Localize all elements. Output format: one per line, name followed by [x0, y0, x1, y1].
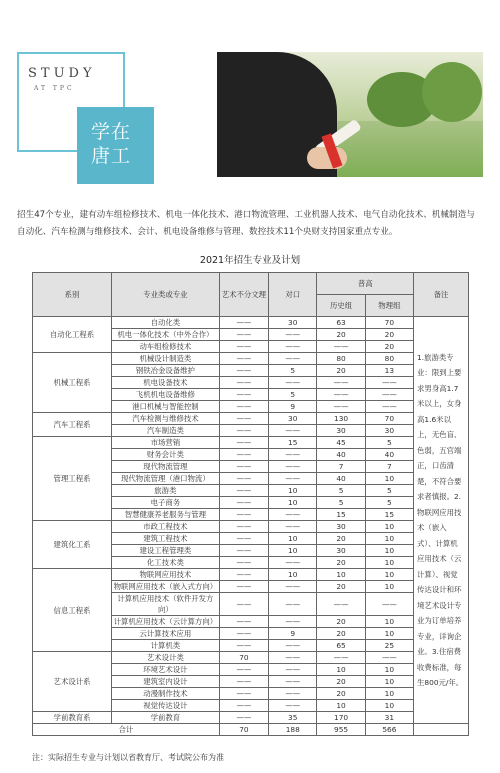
major-cell: 云计算技术应用 — [112, 628, 220, 640]
header-physics: 物理组 — [365, 295, 413, 317]
phys-cell: 25 — [365, 640, 413, 652]
arts-cell: —— — [219, 341, 268, 353]
header-general: 普高 — [317, 273, 414, 295]
major-cell: 环境艺术设计 — [112, 664, 220, 676]
total-label: 合计 — [33, 724, 220, 736]
hist-cell: 45 — [317, 437, 365, 449]
hist-cell: 130 — [317, 413, 365, 425]
dk-cell: —— — [269, 664, 317, 676]
major-cell: 旅游类 — [112, 485, 220, 497]
arts-cell: —— — [219, 449, 268, 461]
dk-cell: —— — [269, 353, 317, 365]
arts-cell: —— — [219, 413, 268, 425]
hist-cell: 5 — [317, 485, 365, 497]
hist-cell: 20 — [317, 628, 365, 640]
table-row — [33, 353, 469, 365]
dept-cell: 建筑化工系 — [33, 521, 112, 569]
dk-cell: —— — [269, 329, 317, 341]
arts-cell: —— — [219, 365, 268, 377]
major-cell: 机电一体化技术（中外合作） — [112, 329, 220, 341]
dk-cell: 10 — [269, 497, 317, 509]
dk-cell: 9 — [269, 628, 317, 640]
dk-cell: 10 — [269, 545, 317, 557]
major-cell: 计算机应用技术（云计算方向） — [112, 616, 220, 628]
dept-cell: 机械工程系 — [33, 353, 112, 413]
arts-cell: 70 — [219, 652, 268, 664]
arts-cell: —— — [219, 353, 268, 365]
dept-cell: 汽车工程系 — [33, 413, 112, 437]
arts-cell: —— — [219, 401, 268, 413]
hist-cell: —— — [317, 652, 365, 664]
major-cell: 汽车检测与维修技术 — [112, 413, 220, 425]
dk-cell: —— — [269, 593, 317, 616]
major-cell: 学前教育 — [112, 712, 220, 724]
major-cell: 艺术设计类 — [112, 652, 220, 664]
phys-cell: 80 — [365, 353, 413, 365]
dk-cell: 5 — [269, 365, 317, 377]
hist-cell: 20 — [317, 329, 365, 341]
arts-cell: —— — [219, 521, 268, 533]
dk-cell: —— — [269, 425, 317, 437]
arts-cell: —— — [219, 712, 268, 724]
hist-cell: 30 — [317, 521, 365, 533]
dept-cell: 管理工程系 — [33, 437, 112, 521]
dk-cell: —— — [269, 509, 317, 521]
major-cell: 汽车制造类 — [112, 425, 220, 437]
hist-cell: —— — [317, 593, 365, 616]
major-cell: 化工技术类 — [112, 557, 220, 569]
phys-cell: 10 — [365, 521, 413, 533]
table-row — [33, 569, 469, 581]
major-cell: 动漫制作技术 — [112, 688, 220, 700]
phys-cell: 5 — [365, 437, 413, 449]
dk-cell: 9 — [269, 401, 317, 413]
table-row — [33, 413, 469, 425]
hist-cell: 40 — [317, 449, 365, 461]
hist-cell: —— — [317, 389, 365, 401]
phys-cell: 70 — [365, 317, 413, 329]
arts-cell: —— — [219, 389, 268, 401]
at-tpc-subheading: AT TPC — [34, 85, 75, 92]
arts-cell: —— — [219, 676, 268, 688]
header-notes: 备注 — [414, 273, 469, 317]
arts-cell: —— — [219, 317, 268, 329]
hist-cell: 20 — [317, 365, 365, 377]
arts-cell: —— — [219, 616, 268, 628]
major-cell: 计算机应用技术（软件开发方向） — [112, 593, 220, 616]
major-cell: 现代物流管理（港口物流） — [112, 473, 220, 485]
phys-cell: 15 — [365, 509, 413, 521]
header-major: 专业类或专业 — [112, 273, 220, 317]
arts-cell: —— — [219, 688, 268, 700]
arts-cell: —— — [219, 473, 268, 485]
major-cell: 现代物流管理 — [112, 461, 220, 473]
dk-cell: 10 — [269, 485, 317, 497]
dk-cell: —— — [269, 341, 317, 353]
badge-line-2: 唐工 — [91, 145, 132, 167]
dk-cell: 15 — [269, 437, 317, 449]
dk-cell: 10 — [269, 533, 317, 545]
phys-cell: 10 — [365, 616, 413, 628]
arts-cell: —— — [219, 664, 268, 676]
major-cell: 机电设备技术 — [112, 377, 220, 389]
arts-cell: —— — [219, 628, 268, 640]
total-dk-cell: 188 — [269, 724, 317, 736]
hist-cell: 63 — [317, 317, 365, 329]
dept-cell: 学前教育系 — [33, 712, 112, 724]
dept-cell: 信息工程系 — [33, 569, 112, 652]
hist-cell: 20 — [317, 688, 365, 700]
footnote: 注：实际招生专业与计划以省教育厅、考试院公布为准 — [32, 753, 224, 762]
arts-cell: —— — [219, 461, 268, 473]
dk-cell: —— — [269, 640, 317, 652]
phys-cell: 10 — [365, 688, 413, 700]
notes-cell: 1.旅游类专业：限到上要求男身高1.7米以上，女身高1.6米以上，无色盲、色弱，五官端正，口齿清楚，不符合要求者慎报。2.物联网应用技术（嵌入式）、计算机应用技术（云计算）、视觉传达设计和环境艺术设计专业为订单培养专业，详询企业。3.住宿费收费标准，每生800元/年。 — [414, 317, 469, 724]
phys-cell: —— — [365, 377, 413, 389]
hist-cell: 20 — [317, 533, 365, 545]
enrollment-table — [32, 272, 469, 736]
major-cell: 动车组检修技术 — [112, 341, 220, 353]
major-cell: 财务会计类 — [112, 449, 220, 461]
phys-cell: 5 — [365, 497, 413, 509]
dk-cell: 35 — [269, 712, 317, 724]
dk-cell: 5 — [269, 389, 317, 401]
hist-cell: 20 — [317, 616, 365, 628]
intro-paragraph: 招生47个专业，建有动车组检修技术、机电一体化技术、港口物流管理、工业机器人技术、电气自动化技术、机械制造与自动化、汽车检测与维修技术、会计、机电设备维修与管理、数控技术11个央财支持国家重点专业。 — [17, 210, 475, 237]
arts-cell: —— — [219, 437, 268, 449]
dk-cell: —— — [269, 676, 317, 688]
phys-cell: 10 — [365, 473, 413, 485]
hist-cell: 10 — [317, 664, 365, 676]
hist-cell: 170 — [317, 712, 365, 724]
dk-cell: —— — [269, 377, 317, 389]
phys-cell: 31 — [365, 712, 413, 724]
major-cell: 自动化类 — [112, 317, 220, 329]
major-cell: 建筑室内设计 — [112, 676, 220, 688]
dk-cell: —— — [269, 581, 317, 593]
dept-cell: 自动化工程系 — [33, 317, 112, 353]
arts-cell: —— — [219, 497, 268, 509]
dk-cell: 10 — [269, 569, 317, 581]
phys-cell: —— — [365, 389, 413, 401]
header-dept: 系别 — [33, 273, 112, 317]
dk-cell: —— — [269, 461, 317, 473]
dk-cell: —— — [269, 616, 317, 628]
phys-cell: 10 — [365, 545, 413, 557]
dk-cell: —— — [269, 473, 317, 485]
major-cell: 电子商务 — [112, 497, 220, 509]
table-body — [33, 317, 469, 736]
dept-cell: 艺术设计系 — [33, 652, 112, 712]
table-row — [33, 317, 469, 329]
hist-cell: 20 — [317, 557, 365, 569]
major-cell: 机械设计制造类 — [112, 353, 220, 365]
table-title: 2021年招生专业及计划 — [199, 255, 301, 266]
hist-cell: 30 — [317, 425, 365, 437]
major-cell: 物联网应用技术 — [112, 569, 220, 581]
graduation-photo — [217, 52, 483, 177]
hist-cell: —— — [317, 377, 365, 389]
major-cell: 飞机机电设备维修 — [112, 389, 220, 401]
hist-cell: 15 — [317, 509, 365, 521]
table-row — [33, 521, 469, 533]
total-row — [33, 724, 469, 736]
phys-cell: 30 — [365, 425, 413, 437]
arts-cell: —— — [219, 581, 268, 593]
arts-cell: —— — [219, 557, 268, 569]
dk-cell: —— — [269, 700, 317, 712]
phys-cell: 40 — [365, 449, 413, 461]
hist-cell: 40 — [317, 473, 365, 485]
arts-cell: —— — [219, 569, 268, 581]
hist-cell: 7 — [317, 461, 365, 473]
phys-cell: 10 — [365, 676, 413, 688]
major-cell: 港口机械与智能控制 — [112, 401, 220, 413]
phys-cell: 7 — [365, 461, 413, 473]
total-arts-cell: 70 — [219, 724, 268, 736]
phys-cell: 10 — [365, 569, 413, 581]
table-row — [33, 712, 469, 724]
arts-cell: —— — [219, 329, 268, 341]
phys-cell: 10 — [365, 581, 413, 593]
dk-cell: —— — [269, 652, 317, 664]
table-row — [33, 652, 469, 664]
phys-cell: 70 — [365, 413, 413, 425]
arts-cell: —— — [219, 485, 268, 497]
major-cell: 市政工程技术 — [112, 521, 220, 533]
header-history: 历史组 — [317, 295, 365, 317]
arts-cell: —— — [219, 509, 268, 521]
major-cell: 计算机类 — [112, 640, 220, 652]
total-notes-cell — [414, 724, 469, 736]
total-phys-cell: 566 — [365, 724, 413, 736]
phys-cell: 10 — [365, 664, 413, 676]
header-counterpart: 对口 — [269, 273, 317, 317]
dk-cell: 30 — [269, 317, 317, 329]
phys-cell: 20 — [365, 329, 413, 341]
hist-cell: 5 — [317, 497, 365, 509]
phys-cell: —— — [365, 401, 413, 413]
arts-cell: —— — [219, 377, 268, 389]
phys-cell: 10 — [365, 533, 413, 545]
major-cell: 视觉传达设计 — [112, 700, 220, 712]
hist-cell: —— — [317, 401, 365, 413]
hist-cell: 30 — [317, 545, 365, 557]
major-cell: 市场营销 — [112, 437, 220, 449]
phys-cell: 13 — [365, 365, 413, 377]
total-hist-cell: 955 — [317, 724, 365, 736]
hist-cell: 10 — [317, 700, 365, 712]
phys-cell: 5 — [365, 485, 413, 497]
arts-cell: —— — [219, 425, 268, 437]
major-cell: 建筑工程技术 — [112, 533, 220, 545]
hist-cell: 20 — [317, 676, 365, 688]
dk-cell: —— — [269, 449, 317, 461]
study-badge — [77, 107, 154, 184]
hist-cell: 10 — [317, 569, 365, 581]
major-cell: 建设工程管理类 — [112, 545, 220, 557]
phys-cell: 10 — [365, 557, 413, 569]
major-cell: 智慧健康养老服务与管理 — [112, 509, 220, 521]
table-row — [33, 437, 469, 449]
dk-cell: —— — [269, 557, 317, 569]
major-cell: 钢铁冶金设备维护 — [112, 365, 220, 377]
phys-cell: —— — [365, 652, 413, 664]
major-cell: 物联网应用技术（嵌入式方向） — [112, 581, 220, 593]
dk-cell: 30 — [269, 413, 317, 425]
dk-cell: —— — [269, 688, 317, 700]
arts-cell: —— — [219, 700, 268, 712]
dk-cell: —— — [269, 521, 317, 533]
phys-cell: 10 — [365, 628, 413, 640]
arts-cell: —— — [219, 593, 268, 616]
study-heading: STUDY — [28, 66, 96, 81]
hist-cell: 80 — [317, 353, 365, 365]
hist-cell: —— — [317, 341, 365, 353]
hist-cell: 20 — [317, 581, 365, 593]
header-arts-sci: 艺术不分文理 — [219, 273, 268, 317]
phys-cell: —— — [365, 593, 413, 616]
badge-line-1: 学在 — [91, 121, 132, 143]
arts-cell: —— — [219, 533, 268, 545]
arts-cell: —— — [219, 640, 268, 652]
hist-cell: 65 — [317, 640, 365, 652]
phys-cell: 10 — [365, 700, 413, 712]
phys-cell: 20 — [365, 341, 413, 353]
arts-cell: —— — [219, 545, 268, 557]
